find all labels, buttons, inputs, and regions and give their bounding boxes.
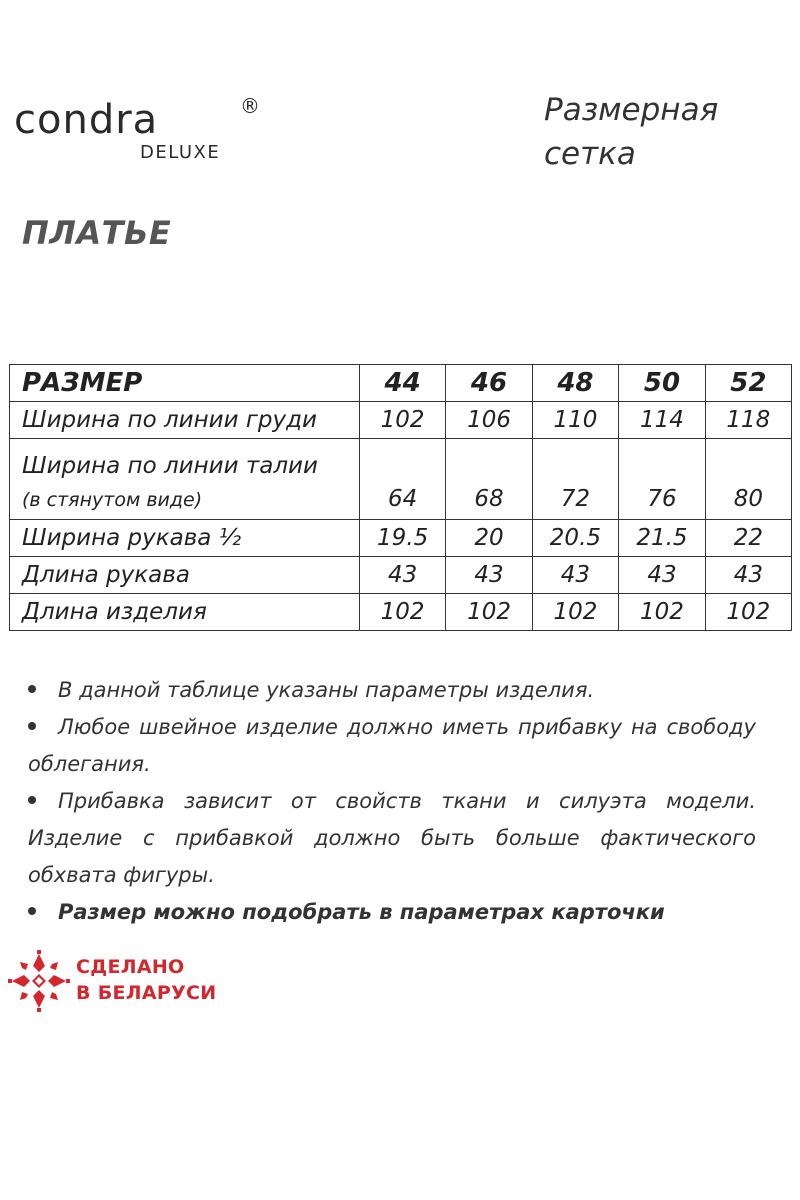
- badge-line-2: В БЕЛАРУСИ: [76, 982, 217, 1004]
- brand-name: condra: [14, 97, 159, 143]
- table-row-garment-length: [10, 594, 792, 631]
- note-text: Любое швейное изделие должно иметь прибавку на свободу облегания.: [28, 715, 756, 776]
- made-in-belarus-badge: [8, 948, 248, 1012]
- size-52: 52: [705, 365, 791, 402]
- cell: 114: [619, 402, 706, 439]
- notes-list: [28, 672, 756, 931]
- bullet-icon: [28, 685, 36, 693]
- brand-logo: [14, 96, 274, 176]
- cell: 21.5: [619, 520, 706, 557]
- cell: 72: [532, 439, 619, 520]
- bullet-icon: [28, 796, 36, 804]
- row-label: Длина изделия: [10, 594, 360, 631]
- cell: 76: [619, 439, 706, 520]
- table-header-row: [10, 365, 792, 402]
- cell: 110: [532, 402, 619, 439]
- size-46: 46: [446, 365, 532, 402]
- note-text: Размер можно подобрать в параметрах карточки: [58, 900, 665, 924]
- cell: 64: [359, 439, 446, 520]
- note-item: [28, 894, 756, 931]
- cell: 43: [705, 557, 791, 594]
- cell: 20.5: [532, 520, 619, 557]
- cell: 22: [705, 520, 791, 557]
- page-title: Размерная сетка: [544, 92, 719, 172]
- cell: 20: [446, 520, 532, 557]
- size-50: 50: [619, 365, 706, 402]
- row-label: Длина рукава: [10, 557, 360, 594]
- table-row-sleeve-width: [10, 520, 792, 557]
- table-row-waist: [10, 439, 792, 520]
- row-label: [10, 439, 360, 520]
- cell: 43: [359, 557, 446, 594]
- cell: 19.5: [359, 520, 446, 557]
- cell: 43: [446, 557, 532, 594]
- cell: 102: [619, 594, 706, 631]
- note-item: [28, 709, 756, 783]
- row-label-main: Ширина по линии талии: [22, 453, 318, 479]
- cell: 102: [446, 594, 532, 631]
- badge-text: [76, 954, 216, 1006]
- size-44: 44: [359, 365, 446, 402]
- cell: 102: [532, 594, 619, 631]
- cell: 80: [705, 439, 791, 520]
- cell: 118: [705, 402, 791, 439]
- cell: 102: [359, 594, 446, 631]
- size-48: 48: [532, 365, 619, 402]
- note-item: [28, 672, 756, 709]
- table-row-chest: [10, 402, 792, 439]
- product-title: ПЛАТЬЕ: [22, 214, 172, 252]
- bullet-icon: [28, 722, 36, 730]
- row-label: Ширина по линии груди: [10, 402, 360, 439]
- belarus-ornament-icon: [8, 950, 70, 1012]
- note-text: Прибавка зависит от свойств ткани и силуэта модели. Изделие с прибавкой должно быть больше фактического обхвата фигуры.: [28, 789, 756, 887]
- cell: 102: [705, 594, 791, 631]
- note-item: [28, 783, 756, 894]
- cell: 43: [532, 557, 619, 594]
- header-label: РАЗМЕР: [10, 365, 360, 402]
- cell: 106: [446, 402, 532, 439]
- row-label: Ширина рукава ½: [10, 520, 360, 557]
- table-row-sleeve-length: [10, 557, 792, 594]
- bullet-icon: [28, 907, 36, 915]
- cell: 43: [619, 557, 706, 594]
- registered-mark: ®: [240, 94, 260, 118]
- brand-subline: DELUXE: [140, 142, 221, 163]
- size-chart-table: [9, 364, 792, 631]
- note-text: В данной таблице указаны параметры изделия.: [58, 678, 595, 702]
- cell: 68: [446, 439, 532, 520]
- cell: 102: [359, 402, 446, 439]
- badge-line-1: СДЕЛАНО: [76, 956, 185, 978]
- row-label-sub: (в стянутом виде): [22, 489, 203, 511]
